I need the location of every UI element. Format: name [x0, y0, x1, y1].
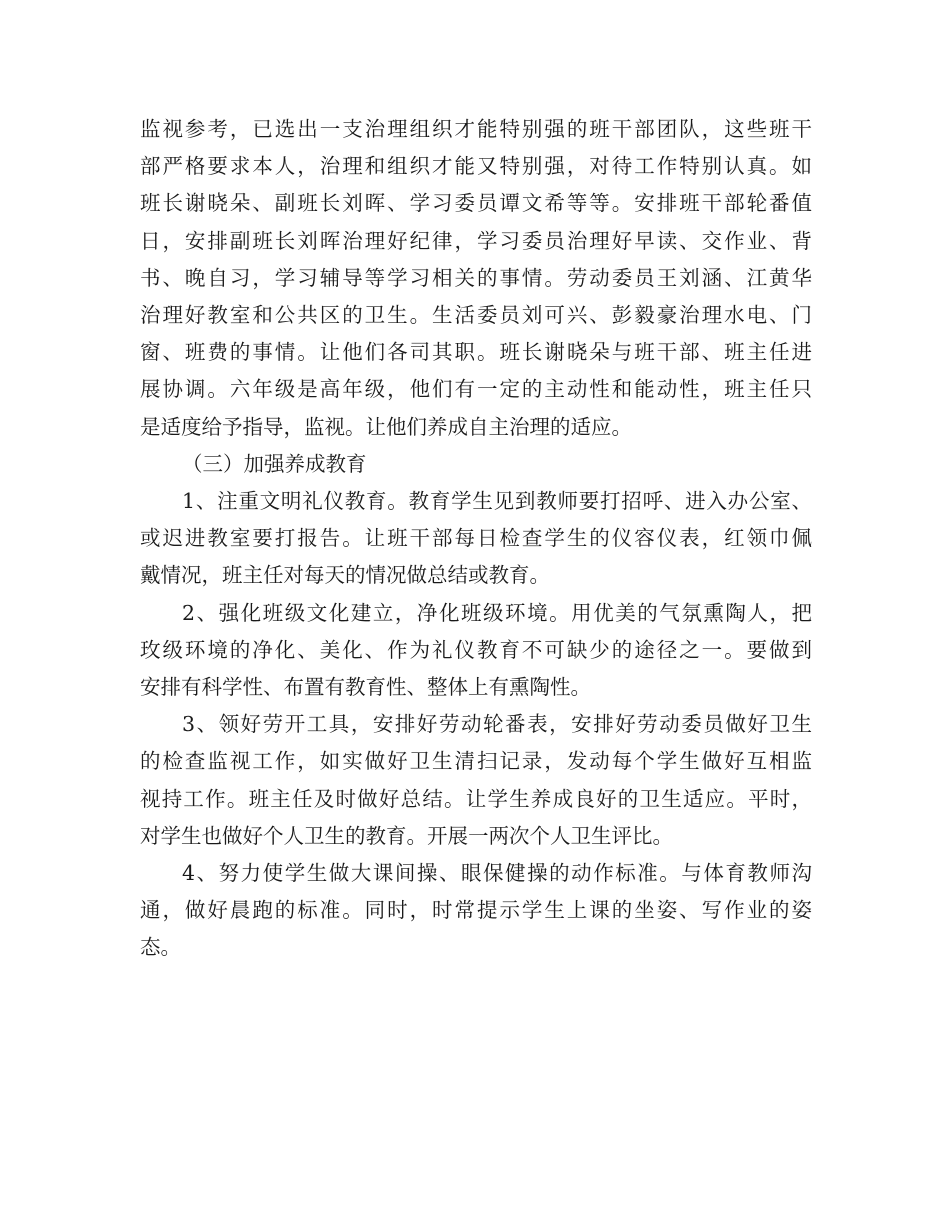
paragraph-class-cadres	[140, 111, 812, 446]
text-line: 或迟进教室要打报告。让班干部每日检查学生的仪容仪表，红领巾佩	[140, 526, 812, 551]
section-heading-text: （三）加强养成教育	[182, 451, 367, 476]
text-line: 3、领好劳开工具，安排好劳动轮番表，安排好劳动委员做好卫生	[182, 712, 812, 737]
document-body	[140, 111, 812, 967]
text-line: 日，安排副班长刘晖治理好纪律，学习委员治理好早读、交作业、背	[140, 228, 812, 253]
text-line: 书、晚自习，学习辅导等学习相关的事情。劳动委员王刘涵、江黄华	[140, 265, 812, 290]
text-line: 1、注重文明礼仪教育。教育学生见到教师要打招呼、进入办公室、	[182, 489, 812, 514]
paragraph-hygiene	[140, 706, 812, 855]
text-line: 戴情况，班主任对每天的情况做总结或教育。	[140, 563, 550, 588]
text-line: 治理好教室和公共区的卫生。生活委员刘可兴、彭毅豪治理水电、门	[140, 303, 812, 328]
paragraph-class-culture	[140, 595, 812, 707]
text-line: 展协调。六年级是高年级，他们有一定的主动性和能动性，班主任只	[140, 377, 812, 402]
section-heading	[140, 446, 812, 483]
text-line: 玫级环境的净化、美化、作为礼仪教育不可缺少的途径之一。要做到	[140, 637, 812, 662]
text-line: 通，做好晨跑的标准。同时，时常提示学生上课的坐姿、写作业的姿	[140, 898, 812, 923]
text-line: 态。	[140, 935, 181, 960]
text-line: 视持工作。班主任及时做好总结。让学生养成良好的卫生适应。平时，	[140, 786, 812, 811]
paragraph-exercise	[140, 855, 812, 967]
text-line: 对学生也做好个人卫生的教育。开展一两次个人卫生评比。	[140, 823, 673, 848]
text-line: 是适度给予指导，监视。让他们养成自主治理的适应。	[140, 414, 632, 439]
text-line: 监视参考，已选出一支治理组织才能特别强的班干部团队，这些班干	[140, 117, 812, 141]
text-line: 4、努力使学生做大课间操、眼保健操的动作标准。与体育教师沟	[182, 861, 812, 886]
paragraph-etiquette	[140, 483, 812, 595]
text-line: 安排有科学性、布置有教育性、整体上有熏陶性。	[140, 675, 591, 700]
text-line: 2、强化班级文化建立，净化班级环境。用优美的气氛熏陶人，把	[182, 600, 812, 625]
text-line: 部严格要求本人，治理和组织才能又特别强，对待工作特别认真。如	[140, 154, 812, 179]
text-line: 班长谢晓朵、副班长刘晖、学习委员谭文希等等。安排班干部轮番值	[140, 191, 812, 216]
text-line: 的检查监视工作，如实做好卫生清扫记录，发动每个学生做好互相监	[140, 749, 812, 774]
text-line: 窗、班费的事情。让他们各司其职。班长谢晓朵与班干部、班主任进	[140, 340, 812, 365]
